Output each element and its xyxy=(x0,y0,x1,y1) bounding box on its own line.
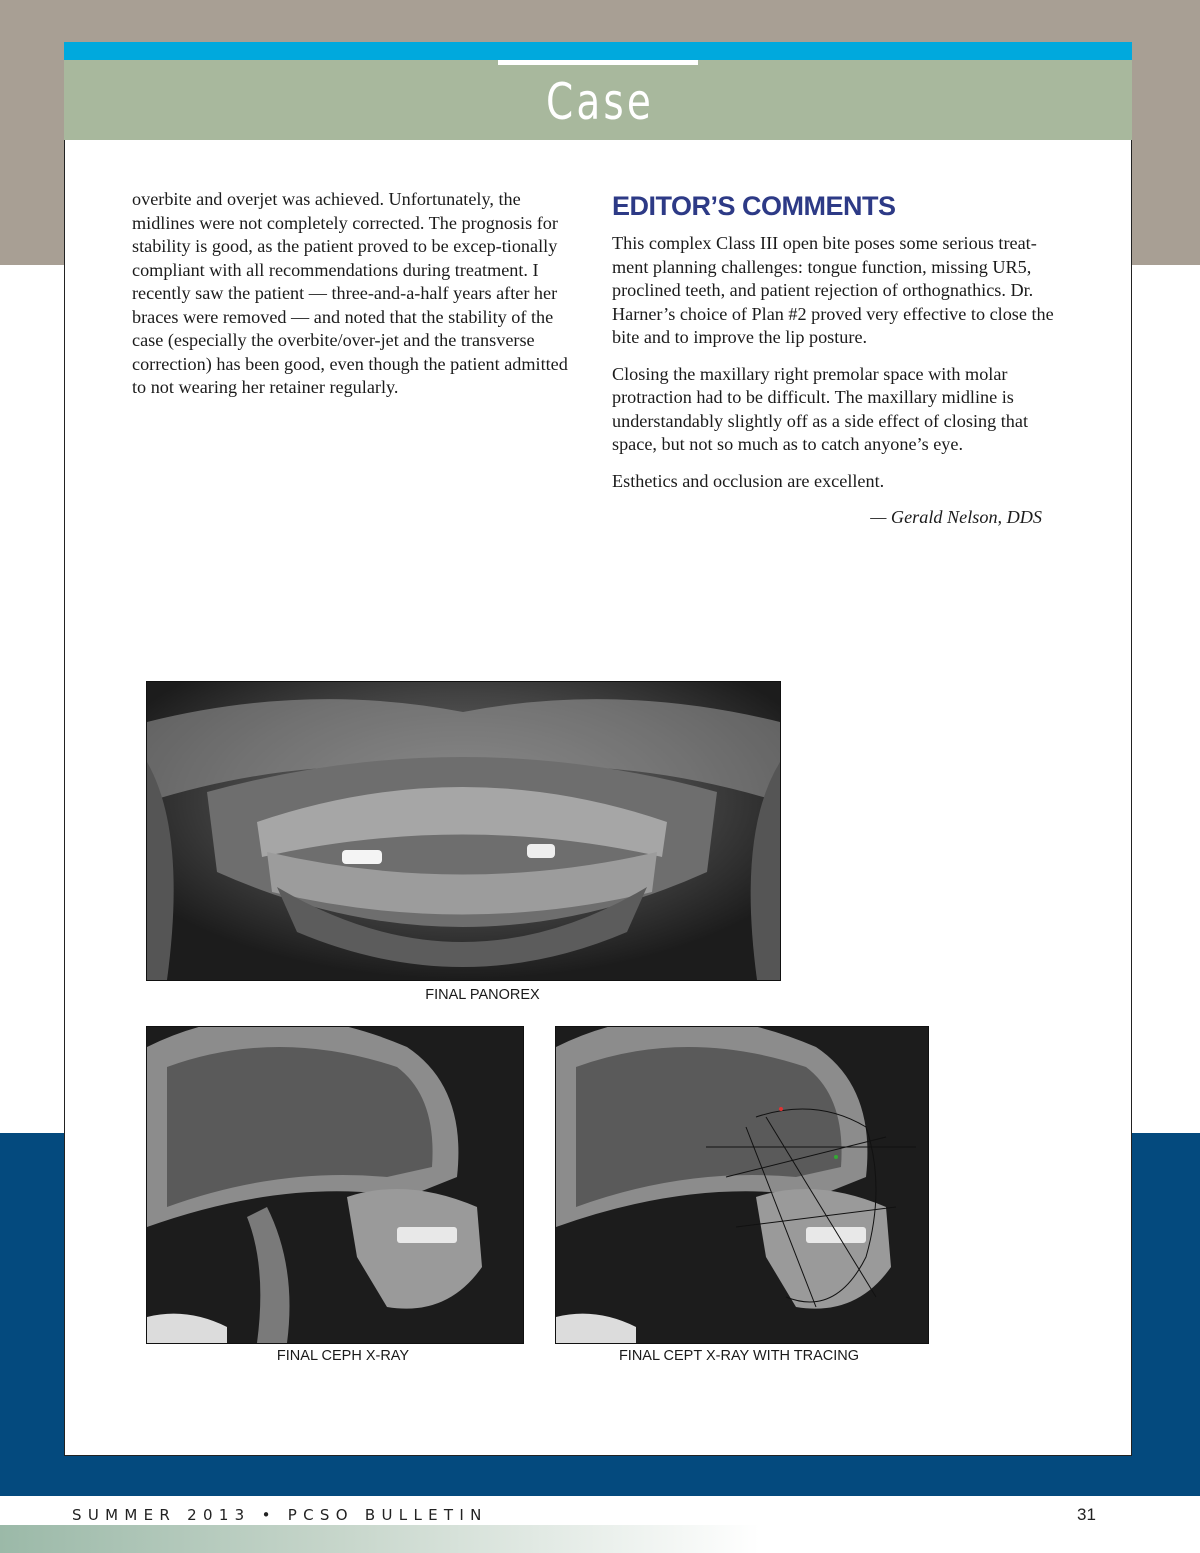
article-left-column xyxy=(132,188,572,400)
article-paragraph: overbite and overjet was achieved. Unfortunately, the midlines were not completely corrected. The prognosis for stability is good, as the patient proved to be excep-tionally compliant with all recommendations during treatment. I recently saw the patient — three-and-a-half years after her braces were removed — and noted that the stability of the case (especially the overbite/over-jet and the transverse correction) has been good, even though the patient admitted to not wearing her retainer regularly. xyxy=(132,189,568,397)
editors-comment-paragraph-3: Esthetics and occlusion are excellent. xyxy=(612,470,885,491)
section-title: Case Report xyxy=(525,73,675,207)
ceph-tracing-image xyxy=(555,1026,929,1344)
footer-publication: SUMMER 2013 • PCSO BULLETIN xyxy=(72,1506,488,1524)
header-cyan-band xyxy=(64,42,1132,60)
ceph-xray-image xyxy=(146,1026,524,1344)
ceph-caption: FINAL CEPH X-RAY xyxy=(276,1348,410,1364)
editors-comments-heading: EDITOR’S COMMENTS xyxy=(612,191,896,221)
editors-comments xyxy=(612,188,1072,543)
panorex-caption: FINAL PANOREX xyxy=(425,987,540,1003)
panorex-xray-image xyxy=(146,681,781,981)
editors-comment-paragraph-2: Closing the maxillary right premolar space with molar protraction had to be difficult. The maxillary midline is understandably slightly off as a side effect of closing that space, but not so much as to catch anyone’s eye. xyxy=(612,363,1029,454)
page-number: 31 xyxy=(1077,1505,1096,1524)
editor-signature: — Gerald Nelson, DDS xyxy=(870,507,1042,527)
footer-gradient-strip xyxy=(0,1525,760,1553)
editors-comment-paragraph-1: This complex Class III open bite poses some serious treat-ment planning challenges: tongue function, missing UR5, proclined teeth, and patient rejection of orthognathics. Dr. Harner’s choice of Plan #2 proved very effective to close the bite and to improve the lip posture. xyxy=(612,233,1054,347)
tracing-caption: FINAL CEPT X-RAY WITH TRACING xyxy=(618,1348,860,1364)
